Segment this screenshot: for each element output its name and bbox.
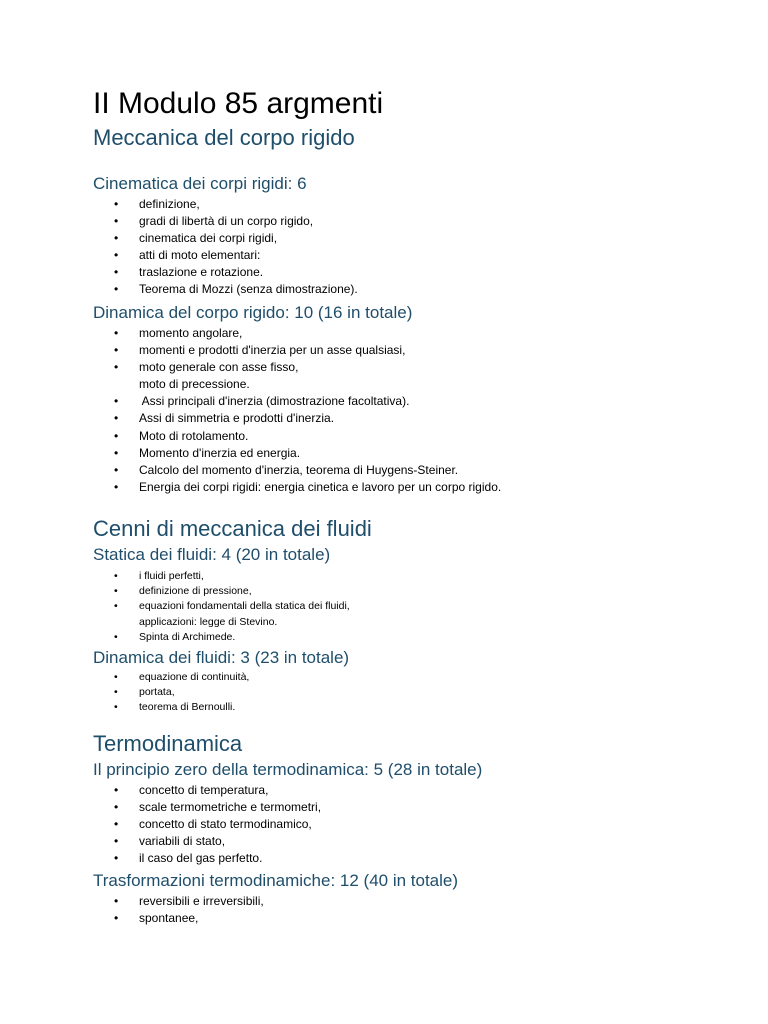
list-item: • Energia dei corpi rigidi: energia cinetica e lavoro per un corpo rigido. [93,479,733,496]
list-item: • cinematica dei corpi rigidi, [93,230,733,247]
list-dinamica-corpo [93,325,733,496]
section-heading-termodinamica: Termodinamica [93,731,243,756]
list-item: • definizione di pressione, [93,584,733,599]
subsection-heading-trasformazioni: Trasformazioni termodinamiche: 12 (40 in totale) [93,871,459,890]
subsection-heading-dinamica-fluidi: Dinamica dei fluidi: 3 (23 in totale) [93,648,350,667]
subsection-heading-cinematica: Cinematica dei corpi rigidi: 6 [93,174,307,193]
list-item-line: • equazioni fondamentali della statica dei fluidi, [139,600,350,613]
list-item: • scale termometriche e termometri, [93,799,733,816]
subsection-heading-statica-fluidi: Statica dei fluidi: 4 (20 in totale) [93,545,331,564]
list-item-line: • moto generale con asse fisso, [139,360,299,375]
list-item: • Spinta di Archimede. [93,630,733,645]
list-item: • Calcolo del momento d'inerzia, teorema di Huygens-Steiner. [93,462,733,479]
list-item: • gradi di libertà di un corpo rigido, [93,213,733,230]
list-item: • momento angolare, [93,325,733,342]
list-item: • i fluidi perfetti, [93,569,733,584]
list-principio-zero [93,782,733,867]
list-item: • equazione di continuità, [93,670,733,685]
list-item: • reversibili e irreversibili, [93,893,733,910]
list-item: • Assi di simmetria e prodotti d'inerzia. [93,410,733,427]
list-item: • spontanee, [93,910,733,927]
list-item: • Moto di rotolamento. [93,428,733,445]
list-item: • Momento d'inerzia ed energia. [93,445,733,462]
list-item-line: moto di precessione. [139,377,250,392]
list-item [93,359,733,393]
list-item: • teorema di Bernoulli. [93,700,733,715]
list-item: • momenti e prodotti d'inerzia per un asse qualsiasi, [93,342,733,359]
list-item: • concetto di temperatura, [93,782,733,799]
section-heading-meccanica: Meccanica del corpo rigido [93,125,355,150]
list-item: • Teorema di Mozzi (senza dimostrazione). [93,281,733,298]
subsection-heading-dinamica-corpo: Dinamica del corpo rigido: 10 (16 in totale) [93,303,413,322]
list-item: • atti di moto elementari: [93,247,733,264]
list-item-line: applicazioni: legge di Stevino. [139,615,278,628]
list-item: • concetto di stato termodinamico, [93,816,733,833]
list-dinamica-fluidi [93,670,733,716]
document-title: II Modulo 85 argmenti [93,87,384,120]
list-item: • definizione, [93,196,733,213]
list-item: • portata, [93,685,733,700]
list-statica-fluidi [93,569,733,645]
list-cinematica [93,196,733,299]
list-item: • traslazione e rotazione. [93,264,733,281]
subsection-heading-principio-zero: Il principio zero della termodinamica: 5 (28 in totale) [93,760,483,779]
list-item: • Assi principali d'inerzia (dimostrazione facoltativa). [93,393,733,410]
list-item [93,599,733,629]
list-item: • il caso del gas perfetto. [93,850,733,867]
section-heading-fluidi: Cenni di meccanica dei fluidi [93,516,372,541]
list-item: • variabili di stato, [93,833,733,850]
list-trasformazioni [93,893,733,927]
